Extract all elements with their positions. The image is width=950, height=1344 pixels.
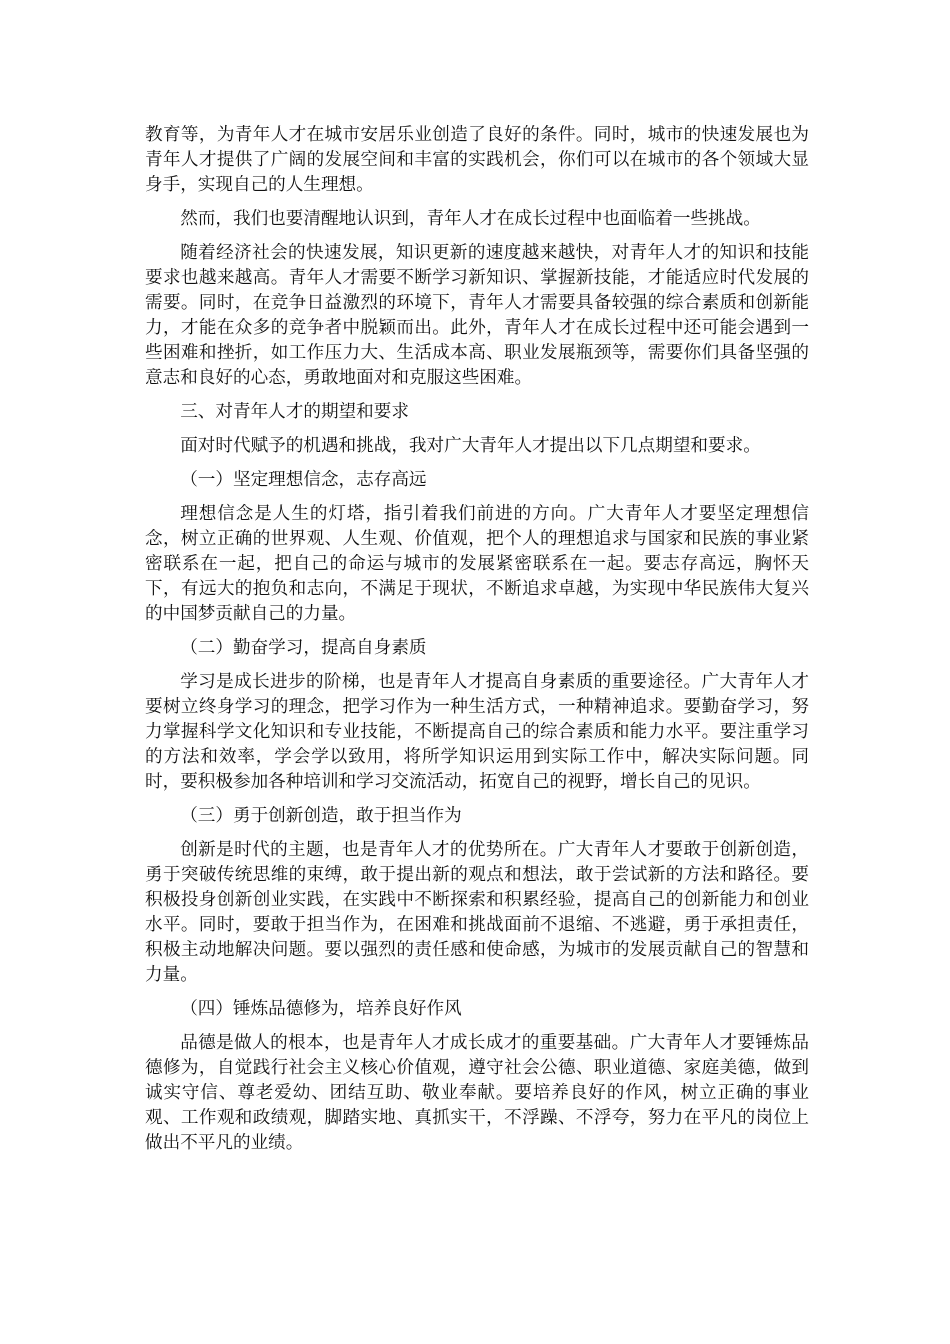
paragraph-ideals: 理想信念是人生的灯塔，指引着我们前进的方向。广大青年人才要坚定理想信念，树立正确的世界观、人生观、价值观，把个人的理想追求与国家和民族的事业紧密联系在一起，把自己的命运与城市的发展紧密联系在一起。要志存高远，胸怀天下，有远大的抱负和志向，不满足于现状，不断追求卓越，为实现中华民族伟大复兴的中国梦贡献自己的力量。: [145, 504, 809, 624]
paragraph-morality: 品德是做人的根本，也是青年人才成长成才的重要基础。广大青年人才要锤炼品德修为，自觉践行社会主义核心价值观，遵守社会公德、职业道德、家庭美德，做到诚实守信、尊老爱幼、团结互助、敬业奉献。要培养良好的作风，树立正确的事业观、工作观和政绩观，脚踏实地、真抓实干，不浮躁、不浮夸，努力在平凡的岗位上做出不平凡的业绩。: [145, 1033, 809, 1153]
paragraph-learning: 学习是成长进步的阶梯，也是青年人才提高自身素质的重要途径。广大青年人才要树立终身学习的理念，把学习作为一种生活方式，一种精神追求。要勤奋学习，努力掌握科学文化知识和专业技能，不断提高自己的综合素质和能力水平。要注重学习的方法和效率，学会学以致用，将所学知识运用到实际工作中，解决实际问题。同时，要积极参加各种培训和学习交流活动，拓宽自己的视野，增长自己的见识。: [145, 672, 809, 792]
paragraph-expectations-intro: 面对时代赋予的机遇和挑战，我对广大青年人才提出以下几点期望和要求。: [180, 436, 761, 456]
section-heading-3: 三、对青年人才的期望和要求: [180, 402, 409, 422]
subheading-1: （一）坚定理想信念，志存高远: [180, 470, 427, 490]
paragraph-challenges: 随着经济社会的快速发展，知识更新的速度越来越快，对青年人才的知识和技能要求也越来越高。青年人才需要不断学习新知识、掌握新技能，才能适应时代发展的需要。同时，在竞争日益激烈的环境下，青年人才需要具备较强的综合素质和创新能力，才能在众多的竞争者中脱颖而出。此外，青年人才在成长过程中还可能会遇到一些困难和挫折，如工作压力大、生活成本高、职业发展瓶颈等，需要你们具备坚强的意志和良好的心态，勇敢地面对和克服这些困难。: [145, 243, 809, 388]
document-page: [145, 123, 809, 1165]
paragraph-continuation: 教育等，为青年人才在城市安居乐业创造了良好的条件。同时，城市的快速发展也为青年人才提供了广阔的发展空间和丰富的实践机会，你们可以在城市的各个领域大显身手，实现自己的人生理想。: [145, 125, 809, 195]
subheading-4: （四）锤炼品德修为，培养良好作风: [180, 999, 462, 1019]
paragraph-innovation: 创新是时代的主题，也是青年人才的优势所在。广大青年人才要敢于创新创造，勇于突破传统思维的束缚，敢于提出新的观点和想法，敢于尝试新的方法和路径。要积极投身创新创业实践，在实践中不断探索和积累经验，提高自己的创新能力和创业水平。同时，要敢于担当作为，在困难和挑战面前不退缩、不逃避，勇于承担责任，积极主动地解决问题。要以强烈的责任感和使命感，为城市的发展贡献自己的智慧和力量。: [145, 840, 809, 985]
paragraph-challenges-intro: 然而，我们也要清醒地认识到，青年人才在成长过程中也面临着一些挑战。: [180, 209, 761, 229]
subheading-2: （二）勤奋学习，提高自身素质: [180, 638, 427, 658]
subheading-3: （三）勇于创新创造，敢于担当作为: [180, 806, 462, 826]
